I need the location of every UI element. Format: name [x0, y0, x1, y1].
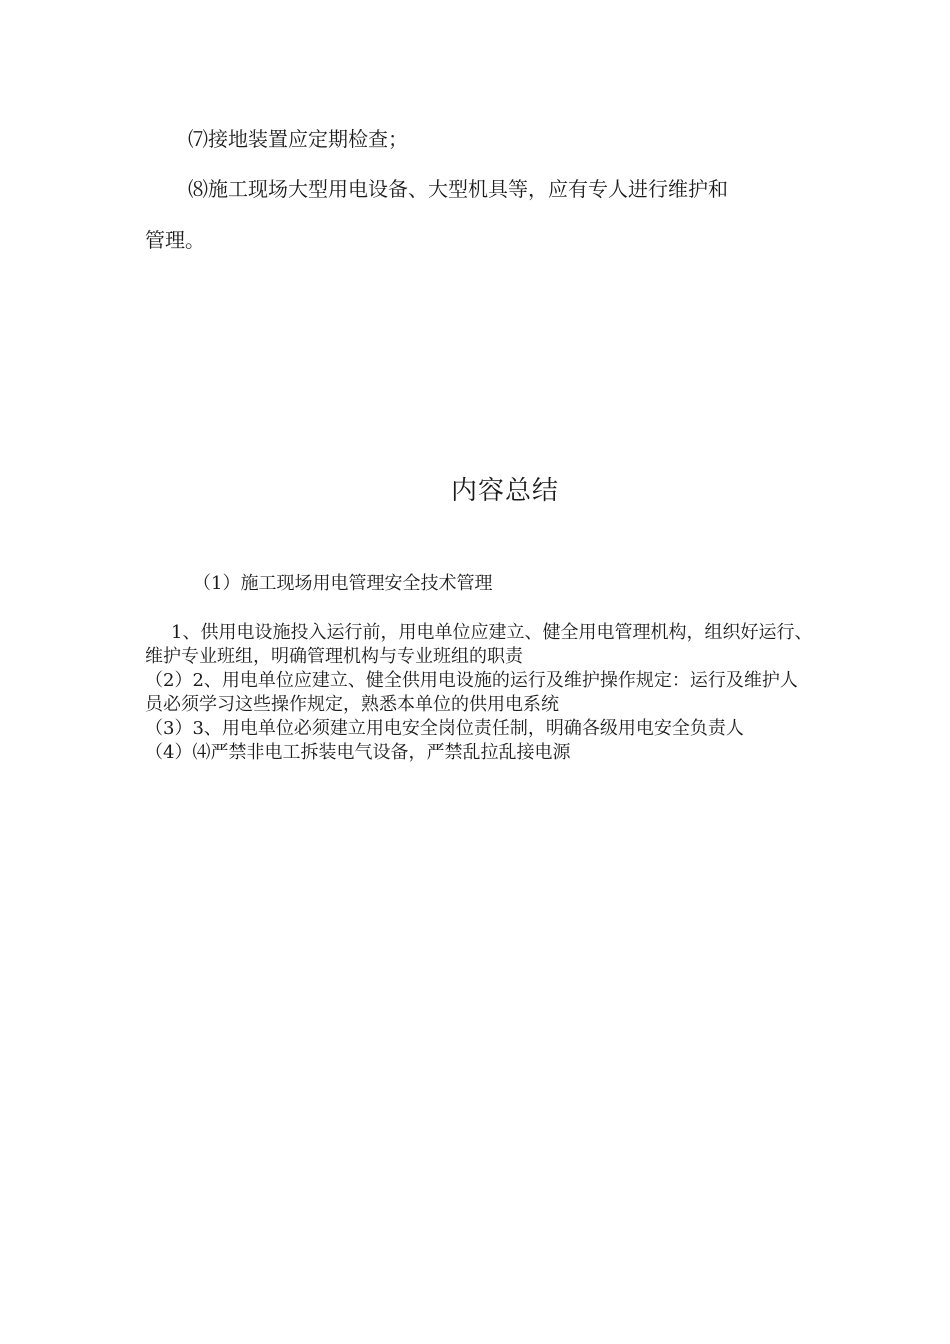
paragraph-8-line-1: ⑻施工现场大型用电设备、大型机具等，应有专人进行维护和 [188, 177, 728, 201]
summary-item: （4）⑷严禁非电工拆装电气设备，严禁乱拉乱接电源 [145, 742, 571, 763]
summary-item: （3）3、用电单位必须建立用电安全岗位责任制，明确各级用电安全负责人 [145, 718, 744, 739]
summary-title: 内容总结 [450, 476, 559, 506]
summary-item: 1、供用电设施投入运行前，用电单位应建立、健全用电管理机构，组织好运行、维护专业班组，明确管理机构与专业班组的职责 [145, 622, 813, 667]
summary-item: （2）2、用电单位应建立、健全供用电设施的运行及维护操作规定：运行及维护人员必须学习这些操作规定，熟悉本单位的供用电系统 [145, 670, 798, 715]
paragraph-7: ⑺接地装置应定期检查； [188, 127, 408, 151]
summary-body [145, 621, 815, 765]
paragraph-8-line-2: 管理。 [145, 228, 205, 252]
summary-heading: （1）施工现场用电管理安全技术管理 [193, 573, 493, 594]
